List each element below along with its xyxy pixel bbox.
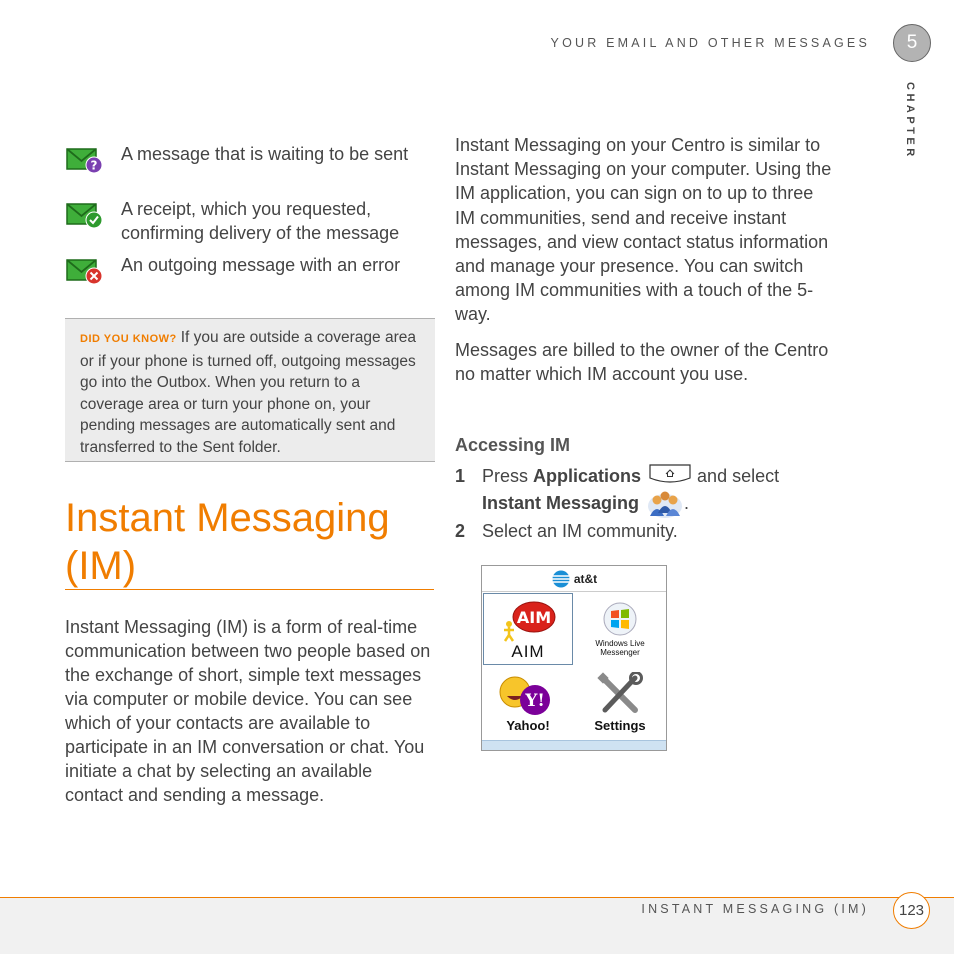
envelope-question-icon bbox=[66, 142, 104, 176]
step-2 bbox=[455, 519, 678, 544]
community-label: Settings bbox=[594, 718, 646, 733]
yahoo-icon bbox=[497, 672, 557, 720]
instant-messaging-label: Instant Messaging bbox=[482, 492, 640, 513]
chapter-number-badge: 5 bbox=[893, 24, 931, 62]
im-community-screen bbox=[481, 565, 667, 751]
aim-icon bbox=[498, 598, 558, 642]
page-number: 123 bbox=[893, 892, 930, 929]
title-rule bbox=[65, 589, 434, 590]
instant-messaging-app-icon bbox=[646, 489, 684, 519]
carrier-name: at&t bbox=[573, 571, 598, 586]
step-number: 2 bbox=[455, 521, 466, 541]
applications-key-icon bbox=[649, 464, 691, 484]
settings-icon bbox=[595, 672, 645, 718]
community-windows-live[interactable] bbox=[575, 593, 665, 665]
status-text-receipt: A receipt, which you requested, confirming delivery of the message bbox=[121, 199, 400, 243]
subheading-accessing-im: Accessing IM bbox=[455, 435, 571, 455]
running-foot: INSTANT MESSAGING (IM) bbox=[641, 902, 869, 916]
step-text: . bbox=[684, 492, 690, 513]
status-icon-row bbox=[66, 253, 436, 287]
step-1 bbox=[455, 464, 835, 519]
applications-label: Applications bbox=[533, 466, 642, 486]
chapter-label: CHAPTER bbox=[904, 82, 916, 160]
paragraph-centro-im: Instant Messaging on your Centro is similar to Instant Messaging on your computer. Using the IM application, you can sign on to up to three IM communities, send and receive instant messages, and view contact status information and manage your presence. You can switch among IM communities with a touch of the 5-way. bbox=[455, 135, 832, 325]
paragraph-billing: Messages are billed to the owner of the Centro no matter which IM account you use. bbox=[455, 340, 829, 385]
envelope-error-icon bbox=[66, 253, 104, 287]
community-yahoo[interactable] bbox=[483, 668, 573, 740]
att-globe-icon bbox=[551, 569, 571, 589]
section-title: Instant Messaging (IM) bbox=[65, 496, 390, 588]
step-number: 1 bbox=[455, 466, 466, 486]
step-text: Press bbox=[482, 466, 529, 486]
tip-label: DID YOU KNOW? bbox=[80, 333, 177, 345]
community-label: AIM bbox=[511, 642, 545, 661]
status-icon-row bbox=[66, 142, 436, 176]
intro-paragraph: Instant Messaging (IM) is a form of real-time communication between two people based on the exchange of short, simple text messages via computer or mobile device. You can see which of your contacts are available to participate in an IM conversation or chat. You initiate a chat by selecting an available contact and sending a message. bbox=[65, 617, 431, 805]
svg-text:?: ? bbox=[90, 158, 98, 173]
status-icon-row bbox=[66, 197, 436, 243]
status-text-pending: A message that is waiting to be sent bbox=[121, 144, 409, 164]
community-label: Yahoo! bbox=[506, 718, 550, 733]
step-text: and select bbox=[697, 466, 780, 486]
svg-text:Y!: Y! bbox=[525, 691, 545, 711]
community-aim[interactable] bbox=[483, 593, 573, 665]
windows-live-icon bbox=[602, 601, 638, 637]
envelope-check-icon bbox=[66, 197, 104, 231]
running-head: YOUR EMAIL AND OTHER MESSAGES bbox=[550, 36, 870, 50]
carrier-header bbox=[482, 566, 666, 592]
step-text: Select an IM community. bbox=[482, 521, 678, 541]
community-settings[interactable] bbox=[575, 668, 665, 740]
status-text-error: An outgoing message with an error bbox=[121, 255, 401, 275]
community-label: Windows Live Messenger bbox=[595, 639, 645, 657]
tip-text: If you are outside a coverage area or if your phone is turned off, outgoing messages go into the Outbox. When you return to a coverage area or turn your phone on, your pending messages are automatically sent and transferred to the Sent folder. bbox=[80, 329, 416, 456]
did-you-know-tip bbox=[65, 318, 435, 462]
screen-bottom-strip bbox=[482, 740, 666, 750]
svg-text:AIM: AIM bbox=[516, 608, 552, 627]
